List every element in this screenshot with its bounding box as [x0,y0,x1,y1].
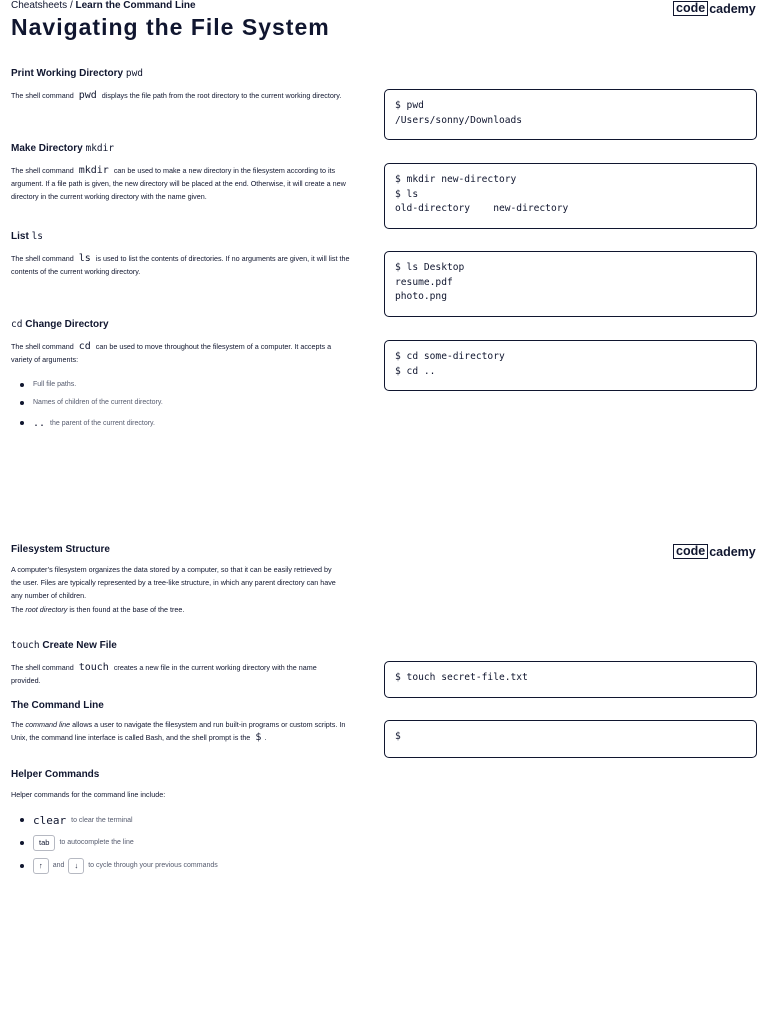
helper-heading-text: Helper Commands [11,769,100,780]
command-line-text-after: allows a user to navigate the ﬁlesystem and run built-in programs or custom scripts. In Unix, the command line interface is called Bash, and the shell prompt is the [11,720,346,743]
and-text: and [52,862,65,869]
ls-text-before: The shell command [11,254,74,263]
code-line: $ touch secret-file.txt [395,672,528,683]
cd-heading-code: cd [11,319,23,330]
code-line: resume.pdf [395,276,453,288]
ls-heading-text: List [11,231,29,242]
down-arrow-key: ↓ [68,858,84,874]
filesystem-heading [11,544,110,555]
mkdir-inline-code: mkdir [78,165,109,176]
code-line: $ ls Desktop [395,262,465,273]
command-line-text-before: The [11,720,24,729]
mkdir-description [11,164,346,204]
code-line: photo.png [395,291,447,302]
touch-description [11,661,346,687]
ls-heading [11,231,43,242]
list-item-text: Names of children of the current directory. [33,399,163,406]
breadcrumb-course-link[interactable]: Learn the Command Line [75,0,196,11]
cd-description [11,340,346,366]
command-line-code-example [384,720,757,758]
logo-rest-text: cademy [709,1,756,16]
list-item [11,857,346,874]
list-item-text: Full ﬁle paths. [33,381,77,388]
cd-text-before: The shell command [11,342,74,351]
helper-heading [11,769,99,780]
cd-heading-text: Change Directory [25,319,109,330]
ls-description [11,252,351,278]
ls-inline-code: ls [78,253,91,264]
codecademy-logo[interactable] [673,1,756,16]
touch-heading [11,640,117,651]
mkdir-text-before: The shell command [11,166,74,175]
root-directory-term: root directory [25,604,68,614]
breadcrumb-separator: / [69,0,73,11]
list-item [11,378,346,391]
list-item [11,834,346,851]
list-item-text: to clear the terminal [71,816,133,824]
code-line: $ mkdir new-directory [395,174,517,185]
list-item [11,396,346,409]
helper-text: Helper commands for the command line include: [11,790,166,799]
pwd-heading-code: pwd [125,68,144,79]
code-line: $ cd some-directory [395,351,505,362]
up-arrow-key: ↑ [33,858,49,874]
page-title: Navigating the File System [11,14,330,40]
codecademy-logo[interactable] [673,544,756,559]
touch-text-after: creates a new ﬁle in the current working directory with the name provided. [11,663,317,686]
filesystem-heading-text: Filesystem Structure [11,544,110,555]
filesystem-text: A computer’s ﬁlesystem organizes the data stored by a computer, so that it can be easily retrieved by the user. Files are typically represented by a tree-like structure, in which any parent directory can have any number of children. [11,565,336,601]
command-line-term: command line [25,720,71,729]
pwd-text-before: The shell command [11,91,74,100]
logo-box-text: code [673,1,708,16]
touch-heading-code: touch [11,640,40,651]
clear-command-code: clear [33,813,67,827]
helper-description [11,788,346,801]
filesystem-text2-before: The [11,604,24,614]
list-item-text: to autocomplete the line [59,839,134,846]
ls-code-example [384,251,757,317]
mkdir-heading [11,143,114,154]
logo-rest-text: cademy [709,544,756,559]
mkdir-text-after: can be used to make a new directory in the ﬁlesystem according to its argument. If a ﬁle path is given, the new directory will be placed at the end. Otherwise, it will create a new directory in the current working directory with the name given. [11,166,346,202]
code-line: $ [395,731,401,742]
list-item [11,416,346,430]
pwd-heading [11,68,143,79]
touch-inline-code: touch [78,662,109,673]
code-line: $ ls [395,188,419,200]
cd-heading [11,319,109,330]
tab-key: tab [33,835,55,851]
pwd-text-after: displays the ﬁle path from the root directory to the current working directory. [101,91,342,100]
filesystem-description [11,563,341,616]
command-line-heading-text: The Command Line [11,700,104,711]
logo-box-text: code [673,544,708,559]
mkdir-heading-text: Make Directory [11,143,83,154]
cd-inline-code: cd [78,341,91,352]
breadcrumb [11,0,196,11]
parent-dir-code: .. [33,417,46,429]
pwd-description [11,89,346,102]
list-item-text: to cycle through your previous commands [88,862,218,869]
touch-text-before: The shell command [11,663,74,672]
touch-code-example [384,661,757,698]
cd-text-after: can be used to move throughout the ﬁlesystem of a computer. It accepts a variety of arguments: [11,342,332,365]
code-line: old-directory new-directory [395,203,569,214]
cd-arguments-list [11,378,346,430]
cd-code-example [384,340,757,391]
breadcrumb-root-link[interactable]: Cheatsheets [11,0,68,11]
command-line-description [11,718,346,744]
pwd-inline-code: pwd [78,90,97,101]
code-line: $ pwd [395,100,424,111]
mkdir-code-example [384,163,757,229]
pwd-heading-text: Print Working Directory [11,68,124,79]
command-line-heading [11,700,104,711]
pwd-code-example [384,89,757,140]
command-line-text-end: . [264,733,267,743]
code-line: /Users/sonny/Downloads [395,114,523,126]
filesystem-text2-after: is then found at the base of the tree. [69,604,185,614]
list-item [11,812,346,828]
ls-heading-code: ls [31,231,44,242]
mkdir-heading-code: mkdir [85,143,115,154]
code-line: $ cd .. [395,365,436,377]
helper-commands-list [11,812,346,874]
ls-text-after: is used to list the contents of directories. If no arguments are given, it will list the contents of the current working directory. [11,254,350,277]
touch-heading-text: Create New File [42,640,117,651]
shell-prompt-code: $ [255,732,262,744]
list-item-text: the parent of the current directory. [50,419,155,427]
